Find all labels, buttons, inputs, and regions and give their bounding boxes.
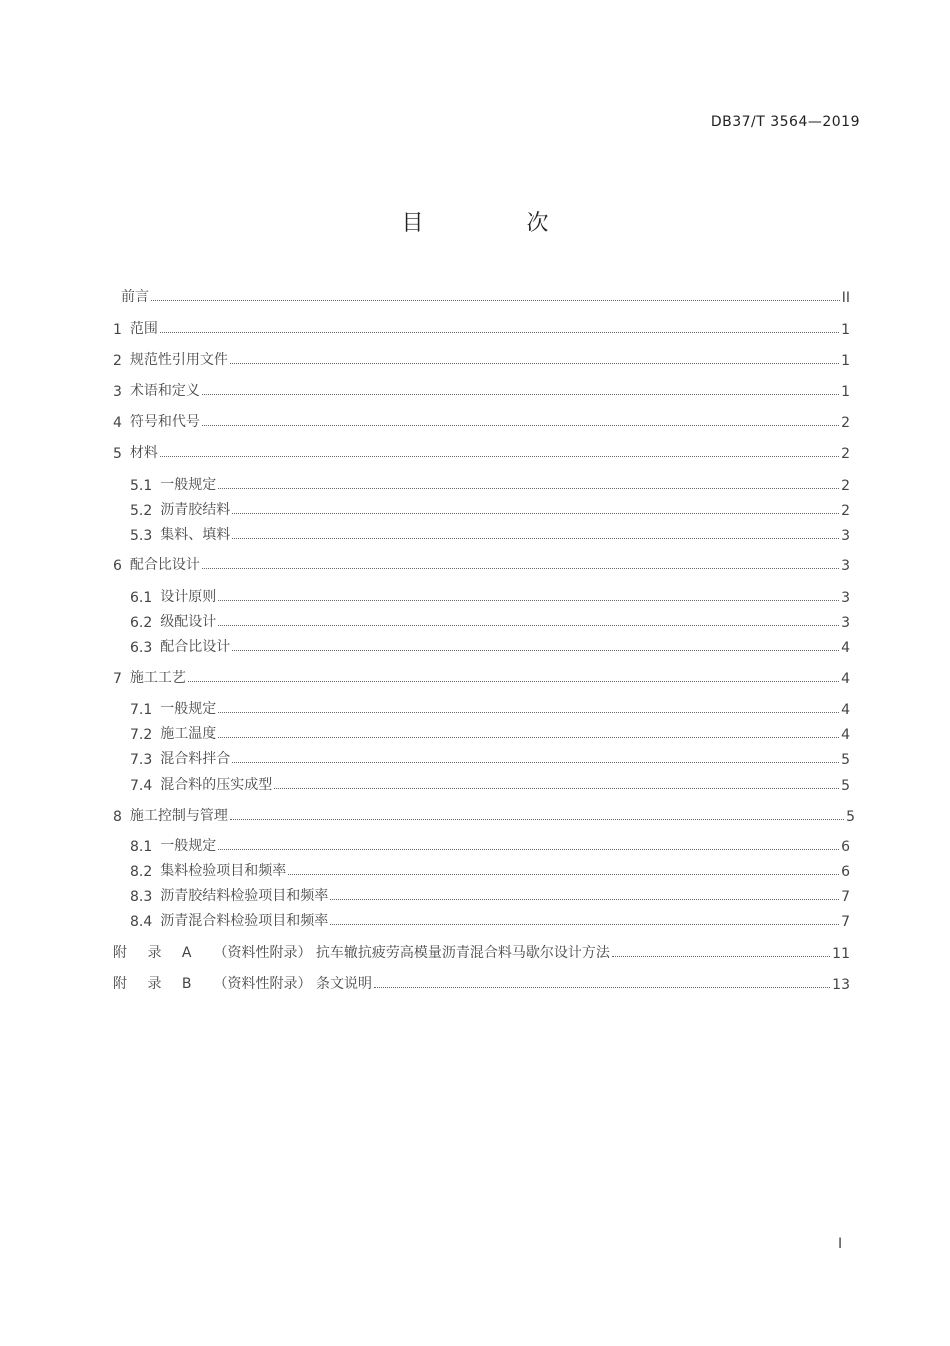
toc-entry-number: 6.3 [130, 640, 153, 656]
leader-dots [218, 624, 839, 626]
toc-entry-label: 级配设计 [160, 614, 217, 630]
toc-entry-appendix-a[interactable] [113, 942, 850, 962]
toc-entry-8-3[interactable] [130, 885, 850, 905]
leader-dots [232, 761, 839, 763]
toc-entry-label: 混合料的压实成型 [160, 777, 273, 793]
toc-entry-number: 7.2 [130, 727, 153, 743]
toc-entry-page: 4 [841, 702, 850, 718]
leader-dots [218, 736, 839, 738]
toc-entry-6-1[interactable] [130, 586, 850, 606]
toc-entry-label: 沥青胶结料检验项目和频率 [160, 888, 329, 904]
toc-entry-label: 范围 [129, 321, 158, 337]
toc-entry-page: 5 [841, 778, 850, 794]
toc-entry-label: 一般规定 [160, 838, 217, 854]
toc-entry-page: 3 [841, 615, 850, 631]
leader-dots [330, 898, 839, 900]
toc-entry-number: 5 [113, 446, 122, 462]
toc-entry-page: 4 [841, 640, 850, 656]
leader-dots [274, 787, 839, 789]
leader-dots [218, 599, 839, 601]
toc-entry-6-3[interactable] [130, 636, 850, 656]
toc-entry-number: 4 [113, 415, 122, 431]
toc-entry-page: 13 [832, 977, 850, 993]
leader-dots [232, 537, 839, 539]
toc-entry-page: II [841, 290, 850, 306]
toc-entry-page: 3 [841, 558, 850, 574]
toc-entry-page: 5 [846, 809, 855, 825]
toc-entry-page: 11 [832, 946, 850, 962]
leader-dots [160, 455, 839, 457]
toc-entry-number: 附 录 A [113, 945, 200, 961]
toc-entry-number: 6.2 [130, 615, 153, 631]
toc-entry-page: 2 [841, 503, 850, 519]
toc-entry-page: 5 [841, 752, 850, 768]
toc-entry-page: 3 [841, 528, 850, 544]
toc-entry-label: 符号和代号 [129, 414, 200, 430]
leader-dots [232, 512, 839, 514]
toc-entry-label: 一般规定 [160, 701, 217, 717]
leader-dots [232, 649, 839, 651]
toc-entry-4[interactable] [113, 411, 850, 431]
toc-entry-8-2[interactable] [130, 860, 850, 880]
toc-entry-number: 5.3 [130, 528, 153, 544]
leader-dots [188, 680, 839, 682]
toc-entry-number: 8.2 [130, 864, 153, 880]
toc-entry-7-3[interactable] [130, 748, 850, 768]
toc-entry-page: 6 [841, 864, 850, 880]
page-number: I [838, 1236, 843, 1252]
toc-entry-label: 混合料拌合 [160, 751, 231, 767]
toc-entry-1[interactable] [113, 318, 850, 338]
toc-entry-label: 沥青胶结料 [160, 502, 231, 518]
toc-entry-page: 2 [841, 415, 850, 431]
toc-entry-label: 配合比设计 [129, 557, 200, 573]
toc-entry-number: 3 [113, 384, 122, 400]
toc-entry-number: 8.1 [130, 839, 153, 855]
toc-entry-label: 规范性引用文件 [129, 352, 228, 368]
toc-entry-8-1[interactable] [130, 835, 850, 855]
toc-entry-number: 7.1 [130, 702, 153, 718]
toc-entry-page: 1 [841, 353, 850, 369]
leader-dots [202, 424, 839, 426]
toc-entry-7-2[interactable] [130, 723, 850, 743]
leader-dots [202, 393, 839, 395]
toc-entry-number: 2 [113, 353, 122, 369]
toc-entry-7-1[interactable] [130, 698, 850, 718]
toc-entry-number: 8.4 [130, 914, 153, 930]
toc-entry-label: 配合比设计 [160, 639, 231, 655]
toc-title: 目 次 [401, 211, 597, 236]
toc-entry-number: 6.1 [130, 590, 153, 606]
toc-entry-label: 沥青混合料检验项目和频率 [160, 913, 329, 929]
toc-entry-page: 7 [841, 889, 850, 905]
leader-dots [218, 848, 839, 850]
leader-dots [330, 923, 839, 925]
toc-entry-6[interactable] [113, 554, 850, 574]
toc-entry-page: 2 [841, 446, 850, 462]
toc-entry-page: 3 [841, 590, 850, 606]
toc-entry-label: 施工控制与管理 [129, 808, 228, 824]
toc-entry-5[interactable] [113, 442, 850, 462]
leader-dots [151, 299, 840, 301]
toc-entry-label: （资料性附录） 抗车辙抗疲劳高模量沥青混合料马歇尔设计方法 [213, 945, 610, 961]
toc-entry-page: 1 [841, 384, 850, 400]
toc-entry-number: 附 录 B [113, 976, 200, 992]
toc-entry-label: 施工温度 [160, 726, 217, 742]
toc-entry-page: 2 [841, 478, 850, 494]
toc-entry-number: 5.2 [130, 503, 153, 519]
leader-dots [612, 955, 830, 957]
toc-entry-label: 集料、填料 [160, 527, 231, 543]
toc-entry-page: 1 [841, 322, 850, 338]
toc-entry-8-4[interactable] [130, 910, 850, 930]
leader-dots [218, 487, 839, 489]
toc-entry-label: 施工工艺 [129, 670, 186, 686]
toc-entry-label: 一般规定 [160, 477, 217, 493]
leader-dots [218, 711, 839, 713]
toc-entry-foreword[interactable] [113, 286, 850, 306]
toc-entry-number: 6 [113, 558, 122, 574]
toc-entry-page: 4 [841, 727, 850, 743]
toc-entry-label: 集料检验项目和频率 [160, 863, 287, 879]
toc-entry-8[interactable] [113, 805, 855, 825]
leader-dots [202, 567, 839, 569]
leader-dots [230, 362, 839, 364]
toc-entry-number: 8 [113, 809, 122, 825]
toc-entry-5-1[interactable] [130, 474, 850, 494]
toc-entry-5-3[interactable] [130, 524, 850, 544]
toc-entry-7[interactable] [113, 667, 850, 687]
toc-entry-label: 设计原则 [160, 589, 217, 605]
toc-entry-number: 7.4 [130, 778, 153, 794]
toc-entry-6-2[interactable] [130, 611, 850, 631]
toc-entry-label: 前言 [121, 289, 149, 305]
toc-entry-page: 7 [841, 914, 850, 930]
leader-dots [230, 818, 844, 820]
toc-entry-number: 7.3 [130, 752, 153, 768]
toc-entry-3[interactable] [113, 380, 850, 400]
toc-entry-appendix-b[interactable] [113, 973, 850, 993]
leader-dots [374, 986, 830, 988]
toc-entry-label: （资料性附录） 条文说明 [213, 976, 372, 992]
toc-entry-number: 7 [113, 671, 122, 687]
toc-entry-number: 1 [113, 322, 122, 338]
toc-entry-5-2[interactable] [130, 499, 850, 519]
toc-entry-page: 4 [841, 671, 850, 687]
toc-entry-2[interactable] [113, 349, 850, 369]
toc-entry-label: 术语和定义 [129, 383, 200, 399]
toc-entry-number: 8.3 [130, 889, 153, 905]
leader-dots [288, 873, 839, 875]
toc-entry-label: 材料 [129, 445, 158, 461]
leader-dots [160, 331, 839, 333]
document-code: DB37/T 3564—2019 [710, 114, 860, 130]
toc-entry-page: 6 [841, 839, 850, 855]
toc-entry-7-4[interactable] [130, 774, 850, 794]
toc-entry-number: 5.1 [130, 478, 153, 494]
